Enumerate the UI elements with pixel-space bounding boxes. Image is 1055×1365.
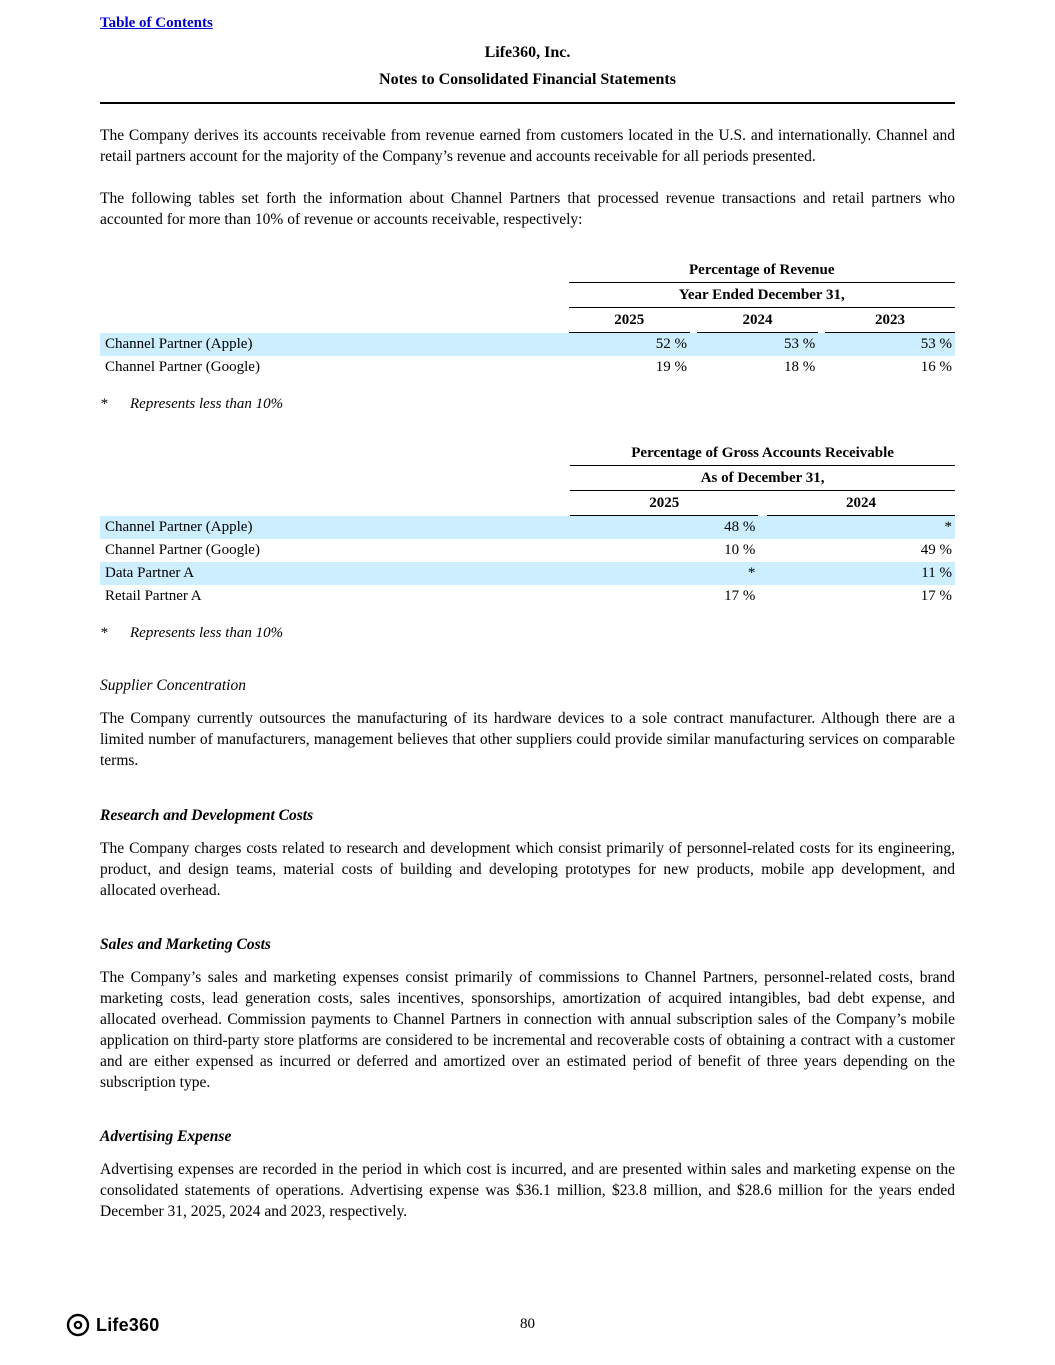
receivable-table-period-row xyxy=(100,466,955,491)
table-spacer xyxy=(100,491,570,516)
table-cell: 17 % xyxy=(767,585,955,608)
table-spacer xyxy=(690,308,697,333)
table-row-google xyxy=(100,539,955,562)
table-cell: 19 % xyxy=(569,356,690,379)
intro-paragraph-1: The Company derives its accounts receivable from revenue earned from customers located in the U.S. and internationally. Channel and retail partners account for the majority of the Company’s revenue and accounts receivable for all periods presented. xyxy=(100,127,955,166)
page-number: 80 xyxy=(520,1316,535,1332)
revenue-table-title: Percentage of Revenue xyxy=(569,260,955,283)
column-header-2023: 2023 xyxy=(825,308,955,333)
row-label: Data Partner A xyxy=(100,562,570,585)
receivable-table-title-row xyxy=(100,443,955,466)
document-title: Notes to Consolidated Financial Statements xyxy=(379,71,676,88)
sales-marketing-paragraph: The Company’s sales and marketing expenses consist primarily of commissions to Channel Partners, personnel-related costs, brand marketing costs, lead generation costs, sales incentives, sponsorships, amortization of acquired intangibles, bad debt expense, and allocated overhead. Commission payments to Channel Partners in connection with annual subscription sales of the Company’s mobile application on third-party store platforms are considered to be incremental and recoverable costs of obtaining a contract with a customer and are either expensed as incurred or deferred and amortized over an estimated period of benefit of three years depending on the subscription type. xyxy=(100,968,955,1092)
supplier-concentration-paragraph: The Company currently outsources the manufacturing of its hardware devices to a sole contract manufacturer. Although there are a limited number of manufacturers, management believes that other suppliers could provide similar manufacturing services on comparable terms. xyxy=(100,710,955,770)
receivable-table-year-row xyxy=(100,491,955,516)
footnote-marker: * xyxy=(100,396,108,413)
section-heading-advertising: Advertising Expense xyxy=(100,1128,232,1146)
table-cell: 53 % xyxy=(697,333,818,357)
column-header-2025: 2025 xyxy=(570,491,758,516)
table-cell: 18 % xyxy=(697,356,818,379)
revenue-table xyxy=(100,260,955,379)
table-spacer xyxy=(758,539,767,562)
column-header-2025: 2025 xyxy=(569,308,690,333)
table-cell: * xyxy=(570,562,758,585)
table-spacer xyxy=(690,333,697,357)
table-spacer xyxy=(100,308,569,333)
section-heading-sales-marketing: Sales and Marketing Costs xyxy=(100,935,271,953)
footnote-text: Represents less than 10% xyxy=(130,625,284,642)
table-cell: 16 % xyxy=(825,356,955,379)
intro-paragraph-2: The following tables set forth the information about Channel Partners that processed revenue transactions and retail partners who accounted for more than 10% of revenue or accounts receivable, respectively: xyxy=(100,190,955,229)
revenue-table-period-row xyxy=(100,283,955,308)
table-cell: 11 % xyxy=(767,562,955,585)
table-spacer xyxy=(818,356,825,379)
header-divider xyxy=(100,102,955,104)
toc-row xyxy=(100,14,955,32)
table-spacer xyxy=(818,308,825,333)
table-spacer xyxy=(100,260,569,283)
section-heading-research-development: Research and Development Costs xyxy=(100,806,314,824)
table-spacer xyxy=(818,333,825,357)
table-spacer xyxy=(100,283,569,308)
row-label: Channel Partner (Apple) xyxy=(100,333,569,357)
column-header-2024: 2024 xyxy=(697,308,818,333)
revenue-table-year-row xyxy=(100,308,955,333)
table-row-apple xyxy=(100,333,955,357)
receivable-table-title: Percentage of Gross Accounts Receivable xyxy=(570,443,955,466)
table-row-google xyxy=(100,356,955,379)
table-cell: 49 % xyxy=(767,539,955,562)
revenue-table-period: Year Ended December 31, xyxy=(569,283,955,308)
section-heading-supplier-concentration: Supplier Concentration xyxy=(100,677,246,695)
table-spacer xyxy=(100,466,570,491)
table-spacer xyxy=(758,585,767,608)
row-label: Retail Partner A xyxy=(100,585,570,608)
footnote-marker: * xyxy=(100,625,108,642)
table-cell: * xyxy=(767,516,955,540)
revenue-table-title-row xyxy=(100,260,955,283)
table-spacer xyxy=(758,562,767,585)
table-cell: 48 % xyxy=(570,516,758,540)
row-label: Channel Partner (Google) xyxy=(100,539,570,562)
receivable-table xyxy=(100,443,955,608)
table-row-apple xyxy=(100,516,955,540)
table-spacer xyxy=(100,443,570,466)
receivable-table-footnote xyxy=(100,625,955,642)
table-row-data-partner-a xyxy=(100,562,955,585)
revenue-table-footnote xyxy=(100,396,955,413)
table-cell: 52 % xyxy=(569,333,690,357)
table-spacer xyxy=(758,491,767,516)
table-spacer xyxy=(690,356,697,379)
footnote-text: Represents less than 10% xyxy=(130,396,284,413)
row-label: Channel Partner (Google) xyxy=(100,356,569,379)
table-spacer xyxy=(758,516,767,540)
life360-logo-text: Life360 xyxy=(96,1314,160,1335)
table-cell: 53 % xyxy=(825,333,955,357)
research-development-paragraph: The Company charges costs related to research and development which consist primarily of personnel-related costs for its engineering, product, and design teams, material costs of building and developing prototypes for new products, mobile app development, and allocated overhead. xyxy=(100,839,955,899)
company-name: Life360, Inc. xyxy=(484,44,571,61)
column-header-2024: 2024 xyxy=(767,491,955,516)
table-cell: 17 % xyxy=(570,585,758,608)
table-of-contents-link[interactable]: Table of Contents xyxy=(100,15,213,31)
row-label: Channel Partner (Apple) xyxy=(100,516,570,540)
table-cell: 10 % xyxy=(570,539,758,562)
advertising-paragraph: Advertising expenses are recorded in the period in which cost is incurred, and are presented within sales and marketing expense on the consolidated statements of operations. Advertising expense was $36.1 million, $23.8 million, and $28.6 million for the years ended December 31, 2025, 2024 and 2023, respectively. xyxy=(100,1161,955,1221)
table-row-retail-partner-a xyxy=(100,585,955,608)
receivable-table-period: As of December 31, xyxy=(570,466,955,491)
